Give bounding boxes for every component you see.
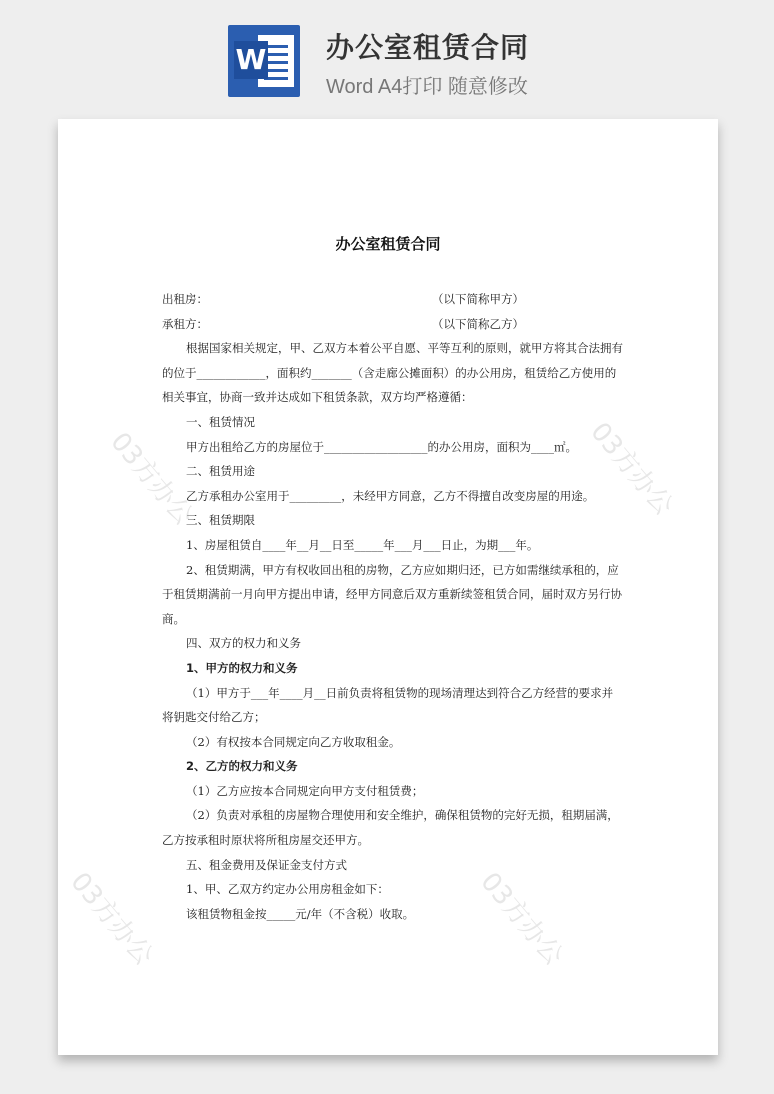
clause-paragraph: 1、甲、乙双方约定办公用房租金如下：: [186, 882, 389, 897]
clause-paragraph: （1）甲方于___年____月__日前负责将租赁物的现场清理达到符合乙方经营的要求并将钥匙交付给乙方；: [162, 685, 614, 725]
section-heading: 三、租赁期限: [186, 513, 255, 528]
header-subtitle: Word A4打印 随意修改: [326, 76, 528, 98]
lessor-note: （以下简称甲方）: [432, 292, 524, 306]
clause-paragraph: 2、租赁期满，甲方有权收回出租的房物，乙方应如期归还，已方如需继续承租的，应于租赁期满前一月向甲方提出申请，经甲方同意后双方重新续签租赁合同，届时双方另行协商。: [162, 562, 622, 626]
watermark: 03方办公: [64, 866, 159, 972]
clause-paragraph: 该租赁物租金按_____元/年（不含税）收取。: [186, 906, 415, 921]
clause-paragraph: 甲方出租给乙方的房屋位于__________________的办公用房，面积为____㎡。: [186, 439, 577, 454]
lessee-label: 承租方：: [162, 316, 208, 331]
lessee-note: （以下简称乙方）: [432, 316, 524, 331]
document-body: [162, 287, 624, 926]
section-heading: 一、租赁情况: [186, 414, 255, 429]
subsection-heading: 2、乙方的权力和义务: [186, 759, 298, 774]
clause-paragraph: （2）负责对承租的房屋物合理使用和安全维护，确保租赁物的完好无损，租期届满，乙方按承租时原状将所租房屋交还甲方。: [162, 808, 619, 848]
section-heading: 五、租金费用及保证金支付方式: [186, 857, 347, 872]
word-letter: W: [234, 41, 268, 79]
header-title: 办公室租赁合同: [326, 31, 530, 64]
subsection-heading: 1、甲方的权力和义务: [186, 660, 298, 675]
clause-paragraph: 乙方承租办公室用于_________，未经甲方同意，乙方不得擅自改变房屋的用途。: [186, 488, 595, 503]
section-heading: 二、租赁用途: [186, 464, 255, 479]
lessor-line: [162, 287, 624, 312]
document-title: 办公室租赁合同: [335, 235, 441, 253]
clause-paragraph: （2）有权按本合同规定向乙方收取租金。: [186, 734, 401, 749]
section-heading: 四、双方的权力和义务: [186, 636, 301, 651]
clause-paragraph: （1）乙方应按本合同规定向甲方支付租赁费；: [186, 783, 424, 798]
lessor-label: 出租房：: [162, 292, 208, 306]
clause-paragraph: 1、房屋租赁自____年__月__日至_____年___月___日止，为期___年。: [186, 537, 539, 552]
watermark: 03方办公: [584, 416, 679, 522]
watermark: 03方办公: [104, 426, 199, 532]
document-page: [58, 119, 718, 1055]
lessee-line: [162, 312, 624, 337]
watermark: 03方办公: [474, 866, 569, 972]
word-logo-icon: [228, 25, 300, 97]
preamble-paragraph: 根据国家相关规定，甲、乙双方本着公平自愿、平等互利的原则，就甲方将其合法拥有的位于____________，面积约_______（含走廊公摊面积）的办公用房，租赁给乙方使用的相关事宜，协商一致并达成如下租赁条款，双方均严格遵循：: [162, 341, 623, 405]
